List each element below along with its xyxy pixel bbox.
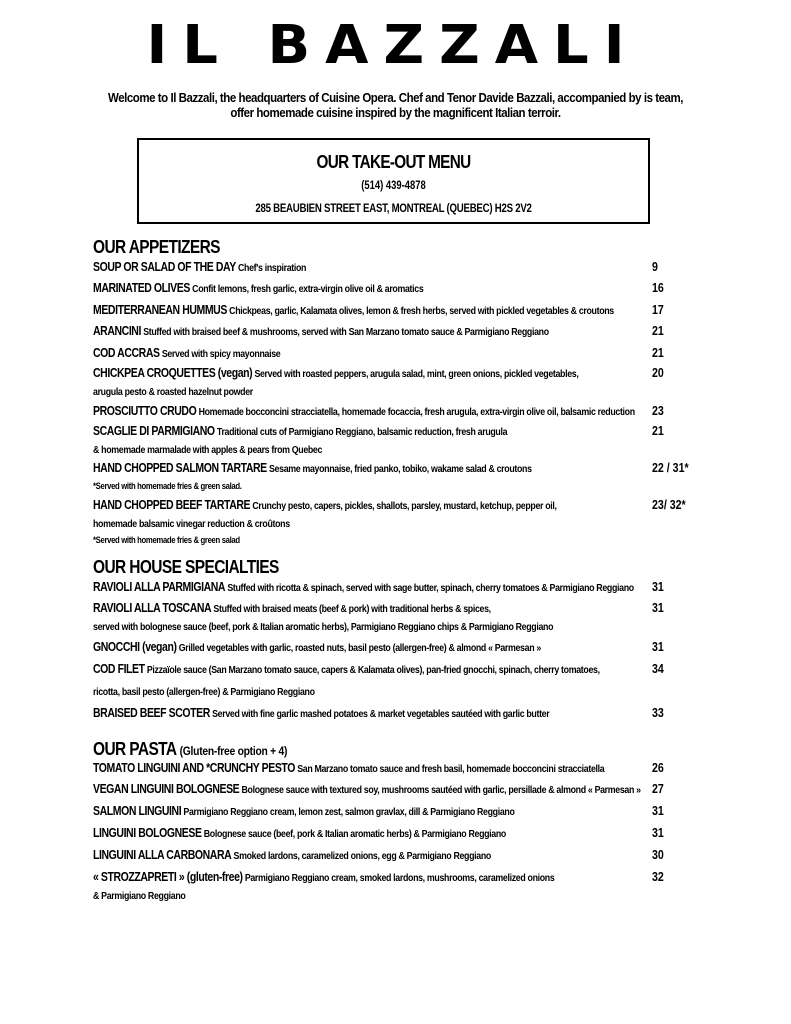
item-description: arugula pesto & roasted hazelnut powder	[93, 386, 253, 398]
item-description: Parmigiano Reggiano cream, smoked lardons, mushrooms, caramelized onions	[244, 872, 555, 884]
item-price: 21	[652, 346, 664, 360]
item-name: SOUP OR SALAD OF THE DAY	[93, 260, 236, 274]
takeout-info-box	[137, 138, 650, 224]
item-name: SCAGLIE DI PARMIGIANO	[93, 424, 215, 438]
menu-item	[93, 459, 648, 495]
section-heading-appetizers: OUR APPETIZERS	[93, 237, 220, 257]
intro-text	[105, 91, 686, 121]
menu-item	[93, 759, 648, 778]
item-description: Traditional cuts of Parmigiano Reggiano, balsamic reduction, fresh arugula	[216, 426, 508, 438]
item-name: « STROZZAPRETI » (gluten-free)	[93, 870, 243, 884]
menu-item	[93, 802, 648, 821]
item-description: Bolognese sauce (beef, pork & Italian aromatic herbs) & Parmigiano Reggiano	[203, 828, 506, 840]
menu-item	[93, 344, 648, 363]
item-description: Crunchy pesto, capers, pickles, shallots, parsley, mustard, ketchup, pepper oil,	[252, 500, 557, 512]
menu-item	[93, 364, 648, 401]
restaurant-logo: IL BAZZALI	[146, 21, 640, 71]
item-description: ricotta, basil pesto (allergen-free) & Parmigiano Reggiano	[93, 686, 315, 698]
item-name: HAND CHOPPED SALMON TARTARE	[93, 461, 267, 475]
item-note: *Served with homemade fries & green salad.	[93, 481, 242, 491]
restaurant-address: 285 BEAUBIEN STREET EAST, MONTREAL (QUEBEC) H2S 2V2	[255, 203, 532, 215]
item-price: 31	[652, 804, 664, 818]
item-name: PROSCIUTTO CRUDO	[93, 404, 197, 418]
item-description: Confit lemons, fresh garlic, extra-virgin olive oil & aromatics	[192, 283, 424, 295]
item-name: GNOCCHI (vegan)	[93, 640, 177, 654]
item-price: 16	[652, 281, 664, 295]
menu-item	[93, 496, 648, 547]
item-name: SALMON LINGUINI	[93, 804, 182, 818]
menu-item	[93, 780, 648, 799]
item-price: 21	[652, 424, 664, 438]
item-description: served with bolognese sauce (beef, pork & Italian aromatic herbs), Parmigiano Reggiano chips & Parmigiano Reggiano	[93, 621, 554, 633]
item-price: 9	[652, 260, 658, 274]
item-description: Chef's inspiration	[238, 262, 307, 274]
menu-item	[93, 599, 648, 636]
item-description: Pizzaïole sauce (San Marzano tomato sauce, capers & Kalamata olives), pan-fried gnocchi, spinach, cherry tomatoes,	[146, 664, 600, 676]
item-name: COD FILET	[93, 662, 145, 676]
item-description: Stuffed with braised beef & mushrooms, served with San Marzano tomato sauce & Parmigiano Reggiano	[143, 326, 549, 338]
menu-item	[93, 704, 648, 723]
section-heading-specialties: OUR HOUSE SPECIALTIES	[93, 557, 279, 577]
menu-item	[93, 402, 648, 421]
item-name: COD ACCRAS	[93, 346, 160, 360]
item-price: 31	[652, 826, 664, 840]
menu-item	[93, 422, 648, 459]
item-description: Chickpeas, garlic, Kalamata olives, lemon & fresh herbs, served with pickled vegetables & croutons	[229, 305, 614, 317]
menu-item	[93, 660, 648, 701]
item-description: homemade balsamic vinegar reduction & croûtons	[93, 518, 290, 530]
item-price: 21	[652, 324, 664, 338]
item-description: Served with spicy mayonnaise	[161, 348, 281, 360]
takeout-menu-title: OUR TAKE-OUT MENU	[316, 152, 471, 172]
menu-item	[93, 322, 648, 341]
menu-item	[93, 279, 648, 298]
menu-item	[93, 638, 648, 657]
item-price: 23	[652, 404, 664, 418]
item-description: & Parmigiano Reggiano	[93, 890, 186, 902]
item-price: 17	[652, 303, 664, 317]
item-price: 30	[652, 848, 664, 862]
item-price: 33	[652, 706, 664, 720]
item-name: MARINATED OLIVES	[93, 281, 190, 295]
item-description: Served with fine garlic mashed potatoes & market vegetables sautéed with garlic butter	[212, 708, 550, 720]
item-name: TOMATO LINGUINI AND *CRUNCHY PESTO	[93, 761, 295, 775]
intro-line: Welcome to Il Bazzali, the headquarters of Cuisine Opera. Chef and Tenor Davide Bazzali, accompanied by is team,	[108, 91, 683, 105]
menu-item	[93, 258, 648, 277]
item-description: Homemade bocconcini stracciatella, homemade focaccia, fresh arugula, extra-virgin olive oil, balsamic reduction	[198, 406, 635, 418]
item-name: LINGUINI ALLA CARBONARA	[93, 848, 232, 862]
item-price: 31	[652, 601, 664, 615]
item-name: LINGUINI BOLOGNESE	[93, 826, 202, 840]
menu-item	[93, 824, 648, 843]
item-name: RAVIOLI ALLA TOSCANA	[93, 601, 212, 615]
item-name: BRAISED BEEF SCOTER	[93, 706, 210, 720]
menu-item	[93, 868, 648, 905]
item-description: Stuffed with braised meats (beef & pork) with traditional herbs & spices,	[213, 603, 491, 615]
item-price: 31	[652, 640, 664, 654]
item-name: ARANCINI	[93, 324, 141, 338]
gluten-free-note: (Gluten-free option + 4)	[179, 744, 288, 758]
item-description: Stuffed with ricotta & spinach, served with sage butter, spinach, cherry tomatoes & Parmigiano Reggiano	[227, 582, 634, 594]
intro-line: offer homemade cuisine inspired by the magnificent Italian terroir.	[230, 106, 561, 120]
item-description: San Marzano tomato sauce and fresh basil, homemade bocconcini stracciatella	[297, 763, 605, 775]
item-price: 32	[652, 870, 664, 884]
item-description: Grilled vegetables with garlic, roasted nuts, basil pesto (allergen-free) & almond « Parmesan »	[178, 642, 541, 654]
item-description: Bolognese sauce with textured soy, mushrooms sautéed with garlic, persillade & almond « Parmesan »	[241, 784, 641, 796]
item-name: HAND CHOPPED BEEF TARTARE	[93, 498, 251, 512]
item-price: 20	[652, 366, 664, 380]
item-note: *Served with homemade fries & green salad	[93, 535, 240, 545]
item-name: VEGAN LINGUINI BOLOGNESE	[93, 782, 240, 796]
menu-item	[93, 301, 648, 320]
item-price: 26	[652, 761, 664, 775]
menu-item	[93, 578, 648, 597]
item-description: Smoked lardons, caramelized onions, egg & Parmigiano Reggiano	[233, 850, 491, 862]
item-price: 22 / 31*	[652, 461, 689, 475]
item-name: CHICKPEA CROQUETTES (vegan)	[93, 366, 253, 380]
menu-item	[93, 846, 648, 865]
item-price: 34	[652, 662, 664, 676]
item-description: Parmigiano Reggiano cream, lemon zest, salmon gravlax, dill & Parmigiano Reggiano	[183, 806, 515, 818]
item-name: MEDITERRANEAN HUMMUS	[93, 303, 227, 317]
section-heading-text: OUR PASTA	[93, 739, 176, 759]
phone-number: (514) 439-4878	[361, 180, 426, 192]
item-description: Served with roasted peppers, arugula salad, mint, green onions, pickled vegetables,	[254, 368, 579, 380]
item-price: 31	[652, 580, 664, 594]
item-description: Sesame mayonnaise, fried panko, tobiko, wakame salad & croutons	[269, 463, 532, 475]
item-price: 23/ 32*	[652, 498, 686, 512]
item-name: RAVIOLI ALLA PARMIGIANA	[93, 580, 226, 594]
item-price: 27	[652, 782, 664, 796]
item-description: & homemade marmalade with apples & pears from Quebec	[93, 444, 323, 456]
